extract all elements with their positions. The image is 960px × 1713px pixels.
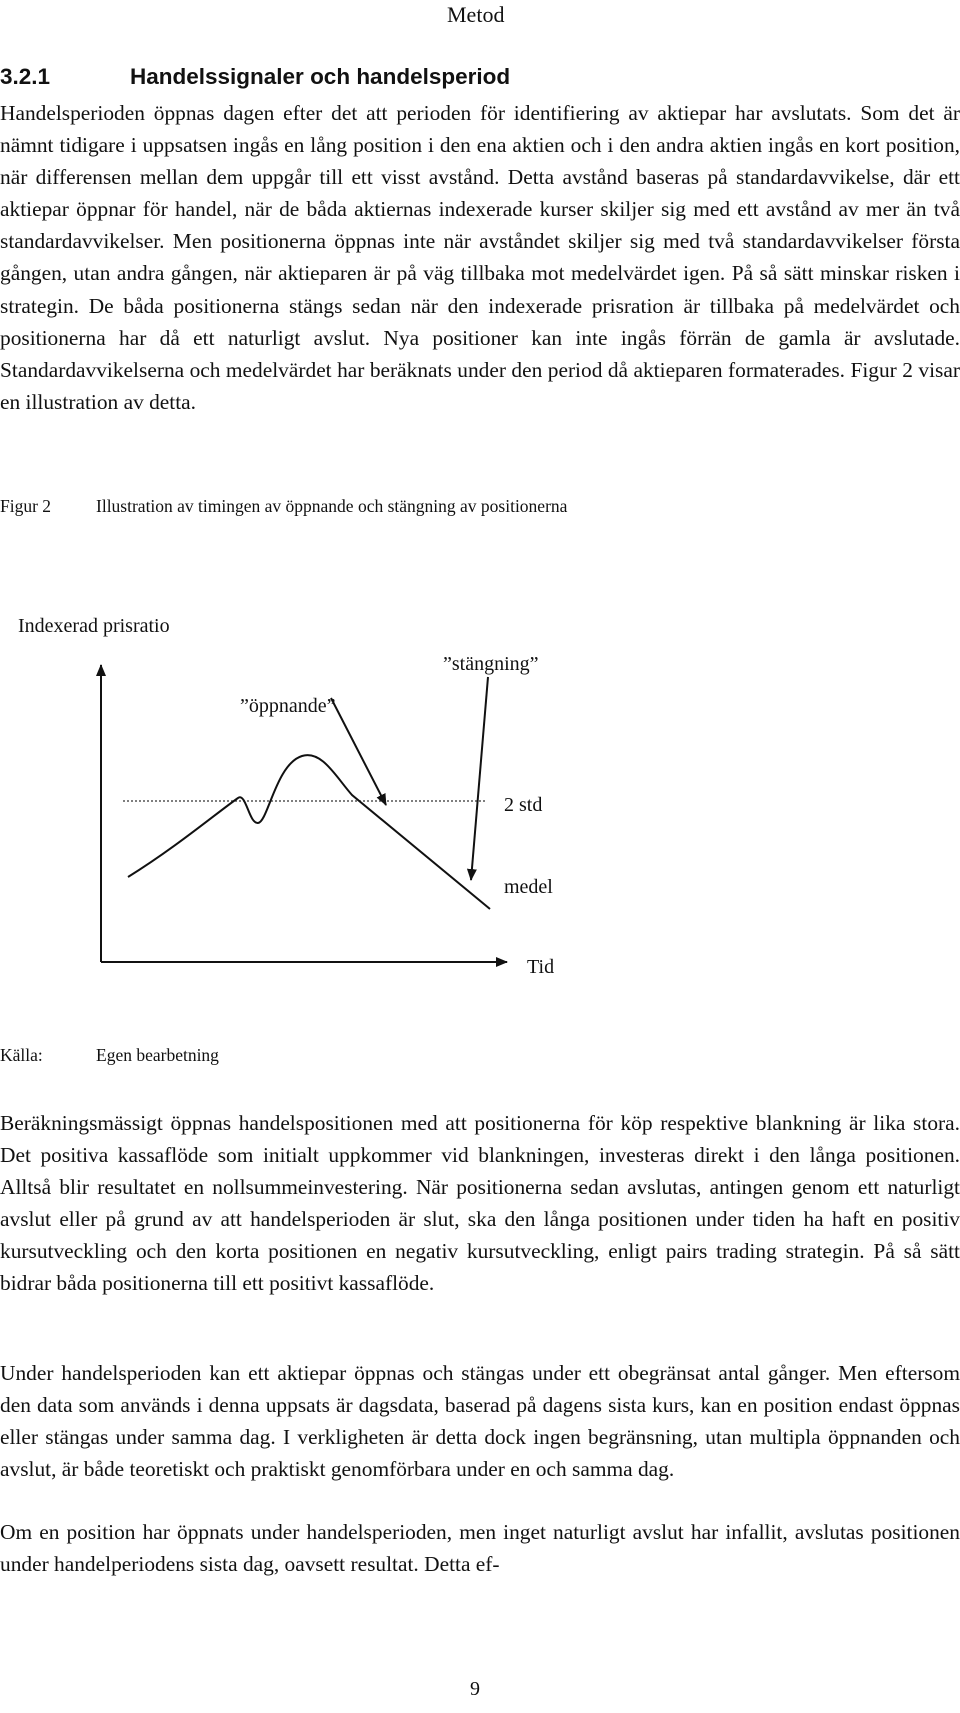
y-axis-label: Indexerad prisratio bbox=[18, 615, 170, 637]
body-paragraph-1: Handelsperioden öppnas dagen efter det att perioden för identifiering av aktiepar har avslutats. Som det är nämnt tidigare i uppsatsen ingås en lång position i den ena aktien och i den andra aktien ingås en kort position, när differensen mellan dem uppgår till ett visst avstånd. Detta avstånd baseras på standardavvikelse, där ett aktiepar öppnar för handel, när de båda aktiernas indexerade kurser skiljer sig med ett avstånd av mer än två standardavvikelser. Men positionerna öppnas inte när avståndet skiljer sig med två standardavvikelser första gången, utan andra gången, när aktieparen är på väg tillbaka mot medelvärdet igen. På så sätt minskar risken i strategin. De båda positionerna stängs sedan när den indexerade prisration är tillbaka på medelvärdet och positionerna har då ett naturligt avslut. Nya positioner kan inte ingås förrän de gamla är avslutade. Standardavvikelserna och medelvärdet har beräknats under den period då aktieparen formaterades. Figur 2 visar en illustration av detta. bbox=[0, 101, 960, 414]
closing-arrow bbox=[471, 677, 488, 880]
section-number: 3.2.1 bbox=[0, 64, 51, 89]
body-paragraph-3: Under handelsperioden kan ett aktiepar öppnas och stängas under ett obegränsat antal gånger. Men eftersom den data som används i denna uppsats är dagsdata, baserad på dagens sista kurs, kan en position endast öppnas eller stängas under samma dag. I verkligheten är detta dock ingen begränsning, utan multipla öppnanden och avslut, är både teoretiskt och praktiskt genomförbara under en och samma dag. bbox=[0, 1361, 960, 1482]
label-mean: medel bbox=[504, 876, 553, 898]
label-two-std: 2 std bbox=[504, 794, 543, 816]
body-paragraph-4: Om en position har öppnats under handelsperioden, men inget naturligt avslut har infallit, avslutas positionen under handelperiodens sista dag, oavsett resultat. Detta ef- bbox=[0, 1520, 960, 1577]
body-paragraph-2: Beräkningsmässigt öppnas handelspositionen med att positionerna för köp respektive blankning är lika stora. Det positiva kassaflöde som initialt uppkommer vid blankningen, investeras direkt i den långa positionen. Alltså blir resultatet en nollsummeinvestering. När positionerna sedan avslutas, antingen genom ett naturligt avslut eller på grund av att handelsperioden är slut, ska den långa positionen under tiden ha haft en positiv kursutveckling och den korta positionen en negativ kursutveckling, enligt pairs trading strategin. På så sätt bidrar båda positionerna till ett positivt kassaflöde. bbox=[0, 1111, 960, 1296]
page-number: 9 bbox=[470, 1678, 480, 1700]
source-label: Källa: bbox=[0, 1045, 43, 1065]
label-opening: ”öppnande” bbox=[240, 695, 336, 717]
running-head: Metod bbox=[447, 2, 505, 27]
price-ratio-curve bbox=[128, 755, 490, 909]
figure-label: Figur 2 bbox=[0, 496, 52, 516]
figure-caption-text: Illustration av timingen av öppnande och stängning av positionerna bbox=[96, 496, 568, 516]
x-axis-label: Tid bbox=[527, 956, 555, 978]
label-closing: ”stängning” bbox=[443, 653, 539, 675]
section-title: Handelssignaler och handelsperiod bbox=[130, 64, 511, 89]
source-line bbox=[0, 1043, 219, 1067]
opening-arrow bbox=[331, 698, 386, 805]
source-text: Egen bearbetning bbox=[96, 1045, 219, 1065]
